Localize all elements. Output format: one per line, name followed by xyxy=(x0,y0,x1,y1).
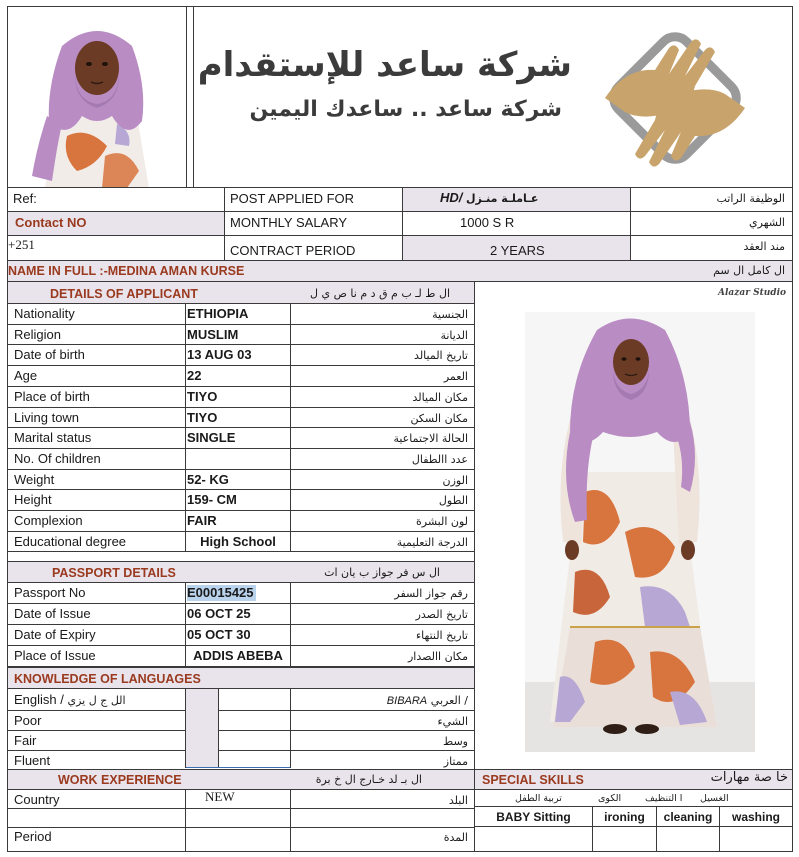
row-label: Educational degree xyxy=(14,533,127,549)
row-value: 159- CM xyxy=(187,492,237,508)
contact-value: +251 xyxy=(8,237,35,252)
country-label: Country xyxy=(14,792,60,807)
row-label: Marital status xyxy=(14,430,92,446)
skills-heading-ar: خا صة مهارات xyxy=(710,770,788,785)
row-value: TIYO xyxy=(187,388,218,404)
languages-heading: KNOWLEDGE OF LANGUAGES xyxy=(14,672,201,686)
contract-label-ar: مند العقد xyxy=(743,240,785,253)
salary-label: MONTHLY SALARY xyxy=(230,215,348,230)
row-label-ar: تاريخ الميالد xyxy=(414,349,468,363)
skill-label-ar: تربية الطفل xyxy=(515,793,562,804)
row-value: 05 OCT 30 xyxy=(187,627,251,642)
row-value: E00015425 xyxy=(187,585,254,600)
header xyxy=(7,6,792,188)
row-value: ADDIS ABEBA xyxy=(193,648,283,663)
row-value: High School xyxy=(200,533,276,549)
language-level-label: Poor xyxy=(14,713,42,728)
row-label: Living town xyxy=(14,409,80,425)
full-name: NAME IN FULL :-MEDINA AMAN KURSE xyxy=(8,264,245,278)
row-value: FAIR xyxy=(187,513,217,528)
post-value xyxy=(440,190,538,207)
post-label: POST APPLIED FOR xyxy=(230,191,355,206)
skill-item: cleaning xyxy=(663,810,713,824)
english-label xyxy=(14,692,126,709)
row-label-ar: مكان السكن xyxy=(410,411,468,425)
row-value: MUSLIM xyxy=(187,326,239,342)
country-value: NEW xyxy=(205,789,235,804)
row-label-ar: مكان االصدار xyxy=(407,650,468,663)
ref-label: Ref: xyxy=(13,191,37,206)
studio-watermark: Alazar Studio xyxy=(718,288,786,298)
period-label: Period xyxy=(14,829,52,844)
company-name: شركة ساعد للإستقدام xyxy=(197,45,572,85)
country-label-ar: البلد xyxy=(448,794,468,807)
row-label: Religion xyxy=(14,326,61,342)
work-heading-ar: ال بـ لد خـارج ال خ برة xyxy=(315,773,422,786)
row-label-ar: لون البشرة xyxy=(416,515,468,528)
row-value: SINGLE xyxy=(187,430,236,446)
row-label: Date of Expiry xyxy=(14,627,96,642)
skill-label-ar: ا التنظيف xyxy=(645,793,683,804)
row-value: 22 xyxy=(187,368,202,384)
row-label: Place of Issue xyxy=(14,648,96,663)
skill-label-ar: الكوى xyxy=(598,793,622,804)
row-value: 52- KG xyxy=(187,471,229,487)
language-level-label-ar: ممتاز xyxy=(443,755,468,768)
contract-value: 2 YEARS xyxy=(490,243,545,258)
row-value: 06 OCT 25 xyxy=(187,606,251,621)
english-label-en: English / xyxy=(14,692,64,707)
row-value: 13 AUG 03 xyxy=(187,347,252,363)
company-slogan: شركة ساعد .. ساعدك اليمين xyxy=(249,97,562,122)
portrait-photo-small xyxy=(7,6,187,188)
row-label-ar: الديانة xyxy=(440,328,468,342)
row-label-ar: الحالة الاجتماعية xyxy=(393,432,468,446)
row-label: Age xyxy=(14,368,38,384)
arabic-label-ar: العربي / xyxy=(430,694,468,707)
passport-heading: PASSPORT DETAILS xyxy=(52,566,176,580)
row-label-ar: تاريخ النتهاء xyxy=(415,629,468,642)
language-level-label: Fluent xyxy=(14,753,51,768)
row-label: Place of birth xyxy=(14,388,90,404)
post-value-ar: عـاملـة منـزل xyxy=(466,192,539,205)
post-label-ar: الوظيفة الراتب xyxy=(716,192,785,205)
post-value-en: HD/ xyxy=(440,190,463,205)
row-label-ar: عدد االطفال xyxy=(411,452,468,466)
row-label-ar: رقم جواز السفر xyxy=(394,587,468,600)
skill-item: ironing xyxy=(604,810,645,824)
arabic-value: BIBARA xyxy=(386,695,428,707)
row-label: Passport No xyxy=(14,585,86,600)
row-label-ar: العمر xyxy=(443,370,468,384)
row-label-ar: الجنسية xyxy=(432,308,468,321)
row-label-ar: مكان الميالد xyxy=(412,390,468,404)
row-label-ar: تاريخ الصدر xyxy=(415,608,468,621)
row-label-ar: الدرجة التعليمية xyxy=(396,535,468,549)
language-level-label-ar: وسط xyxy=(443,735,468,748)
helping-hands-logo-icon xyxy=(595,28,755,176)
row-label: Date of birth xyxy=(14,347,85,363)
portrait-photo-full xyxy=(475,282,792,769)
salary-label-ar: الشهري xyxy=(749,216,785,229)
contact-label: Contact NO xyxy=(15,215,87,230)
language-level-label-ar: الشيء xyxy=(437,715,468,728)
salary-value: 1000 S R xyxy=(460,215,515,230)
row-label-ar: الوزن xyxy=(442,473,468,487)
period-label-ar: المدة xyxy=(443,831,468,844)
skill-label-ar: الغسيل xyxy=(700,793,729,804)
details-heading-ar: ال ط لـ ب م ق د م نا ص ي ل xyxy=(310,287,450,300)
full-name-ar: ال كامل ال سم xyxy=(713,264,785,277)
details-heading: DETAILS OF APPLICANT xyxy=(50,287,198,301)
language-level-label: Fair xyxy=(14,733,37,748)
skill-item: washing xyxy=(731,810,780,824)
row-label: Weight xyxy=(14,471,55,487)
row-label: No. Of children xyxy=(14,450,101,466)
work-heading: WORK EXPERIENCE xyxy=(58,773,182,787)
passport-heading-ar: ال س فر جواز ب يان ات xyxy=(324,566,440,579)
skills-heading: SPECIAL SKILLS xyxy=(482,773,584,787)
contract-label: CONTRACT PERIOD xyxy=(230,243,356,258)
row-label: Height xyxy=(14,492,52,508)
row-value: ETHIOPIA xyxy=(187,306,249,321)
row-label: Nationality xyxy=(14,306,75,321)
skill-item: BABY Sitting xyxy=(496,810,571,824)
row-label: Complexion xyxy=(14,513,83,528)
row-value: TIYO xyxy=(187,409,218,425)
arabic-label xyxy=(382,692,468,709)
row-label-ar: الطول xyxy=(438,494,468,508)
english-label-ar: الل ج ل يزي xyxy=(67,694,126,707)
row-label: Date of Issue xyxy=(14,606,91,621)
